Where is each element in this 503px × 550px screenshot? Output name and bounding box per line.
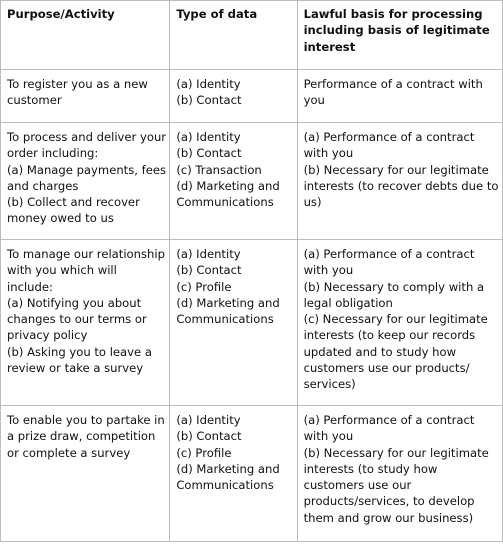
header-type-of-data: Type of data [170, 1, 297, 70]
purpose-text: To process and deliver your order including: [7, 130, 167, 161]
header-lawful-basis: Lawful basis for processing including basis of legitimate interest [297, 1, 502, 70]
type-cell [170, 70, 297, 123]
basis-item: (b) Necessary for our legitimate interests (to study how customers use our products/services, to develop them and grow our business) [303, 445, 489, 525]
table-row [1, 123, 503, 240]
basis-cell [297, 406, 502, 542]
purpose-cell [1, 70, 170, 123]
table-row [1, 70, 503, 123]
basis-item: Performance of a contract with you [303, 77, 483, 108]
purpose-cell [1, 123, 170, 240]
type-cell [170, 240, 297, 406]
purpose-subitem: (a) Manage payments, fees and charges [7, 162, 167, 193]
purpose-subitem: (b) Collect and recover money owed to us [7, 195, 140, 226]
type-cell [170, 406, 297, 542]
table-row [1, 240, 503, 406]
type-item: (d) Marketing and Communications [176, 295, 280, 327]
type-item: (a) Identity [176, 247, 241, 261]
basis-item: (b) Necessary for our legitimate interests (to recover debts due to us) [303, 162, 499, 210]
type-cell [170, 123, 297, 240]
type-item: (c) Profile [176, 445, 232, 460]
type-item: (b) Contact [176, 263, 242, 278]
table-header-row [1, 1, 503, 70]
basis-item: (a) Performance of a contract with you [303, 130, 475, 161]
basis-item: (a) Performance of a contract with you [303, 413, 475, 444]
type-item: (b) Contact [176, 146, 242, 161]
type-item: (d) Marketing and Communications [176, 461, 280, 493]
purpose-text: To register you as a new customer [7, 77, 148, 108]
basis-cell [297, 240, 502, 406]
purpose-text: To enable you to partake in a prize draw, competition or complete a survey [7, 413, 165, 460]
type-item: (a) Identity [176, 130, 241, 144]
type-item: (a) Identity [176, 77, 241, 91]
type-item: (b) Contact [176, 429, 242, 444]
basis-item: (b) Necessary to comply with a legal obligation [303, 279, 485, 310]
purpose-subitem: (a) Notifying you about changes to our terms or privacy policy [7, 295, 147, 343]
header-purpose: Purpose/Activity [1, 1, 170, 70]
basis-item: (c) Necessary for our legitimate interests (to keep our records updated and to study how customers use our products/ services) [303, 312, 488, 392]
basis-cell [297, 123, 502, 240]
basis-cell [297, 70, 502, 123]
purpose-cell [1, 406, 170, 542]
basis-item: (a) Performance of a contract with you [303, 247, 475, 278]
type-item: (c) Profile [176, 279, 232, 294]
type-item: (b) Contact [176, 93, 242, 108]
type-item: (a) Identity [176, 413, 241, 427]
table-row [1, 406, 503, 542]
purpose-text: To manage our relationship with you which will include: [7, 247, 165, 294]
type-item: (d) Marketing and Communications [176, 178, 280, 210]
type-item: (c) Transaction [176, 162, 262, 177]
purpose-subitem: (b) Asking you to leave a review or take a survey [7, 344, 152, 376]
purpose-cell [1, 240, 170, 406]
